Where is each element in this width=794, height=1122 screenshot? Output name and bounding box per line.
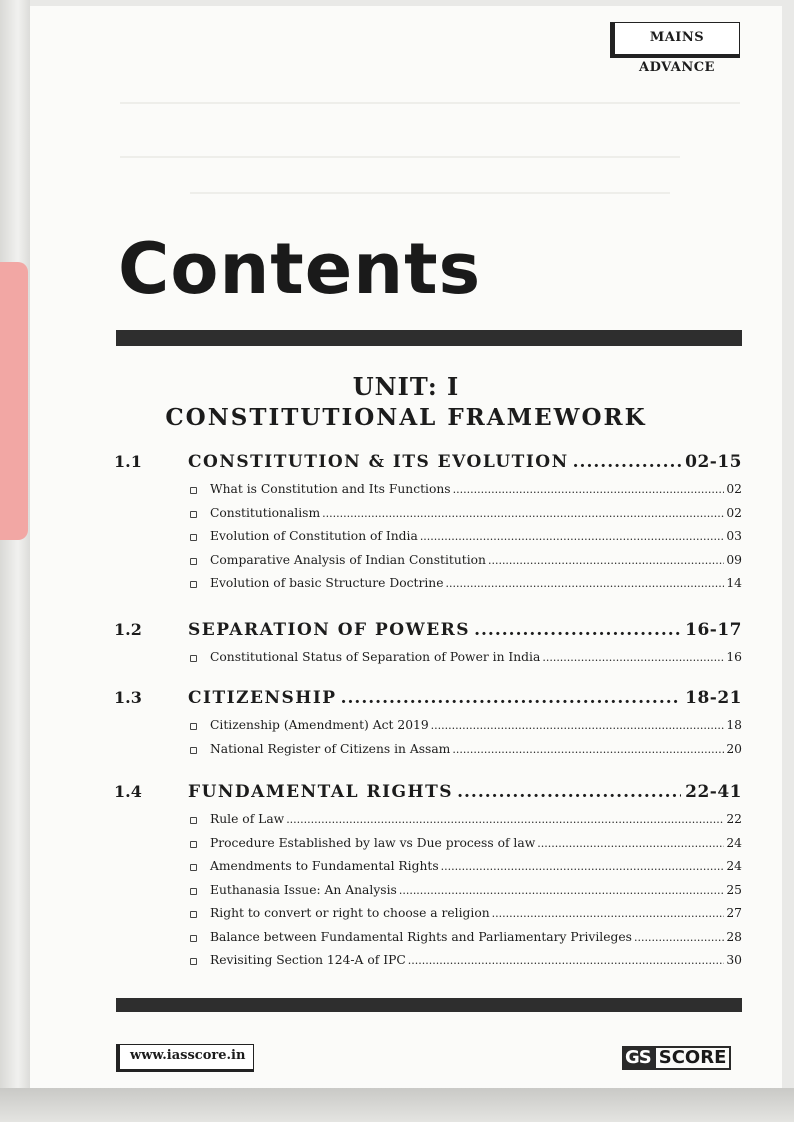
leader-dots bbox=[457, 782, 681, 802]
section-title: CITIZENSHIP bbox=[188, 688, 337, 708]
entry-page: 27 bbox=[726, 906, 742, 920]
toc-section bbox=[114, 620, 742, 674]
bullet-icon bbox=[190, 864, 197, 871]
contents-page bbox=[30, 6, 782, 1088]
bullet-icon bbox=[190, 958, 197, 965]
entry-label: Constitutionalism bbox=[210, 505, 321, 520]
leader-dots bbox=[537, 837, 724, 850]
section-number: 1.3 bbox=[114, 688, 142, 707]
entry-label: Rule of Law bbox=[210, 812, 285, 826]
entry-page: 16 bbox=[726, 650, 742, 664]
entry-page: 25 bbox=[726, 882, 742, 897]
bleed-through-line bbox=[120, 102, 740, 104]
unit-title: CONSTITUTIONAL FRAMEWORK bbox=[165, 404, 647, 431]
toc-entry[interactable] bbox=[114, 650, 742, 674]
entry-page: 24 bbox=[726, 859, 742, 873]
leader-dots bbox=[341, 688, 682, 708]
section-heading[interactable] bbox=[114, 688, 742, 718]
toc-entry[interactable] bbox=[114, 506, 742, 530]
section-item-list bbox=[114, 650, 742, 674]
toc-entry[interactable] bbox=[114, 953, 742, 977]
toc-entry[interactable] bbox=[114, 742, 742, 766]
entry-label: Procedure Established by law vs Due process of law bbox=[210, 835, 536, 850]
bullet-icon bbox=[190, 558, 197, 565]
entry-label: Amendments to Fundamental Rights bbox=[210, 859, 439, 873]
page-tab-marker bbox=[0, 262, 28, 540]
entry-label: Evolution of Constitution of India bbox=[210, 529, 418, 543]
section-title: FUNDAMENTAL RIGHTS bbox=[188, 782, 454, 802]
unit-number: UNIT: I bbox=[352, 372, 460, 401]
section-heading[interactable] bbox=[114, 782, 742, 812]
toc-entry[interactable] bbox=[114, 836, 742, 860]
entry-page: 24 bbox=[726, 835, 742, 850]
bleed-through-line bbox=[120, 156, 680, 158]
toc-section bbox=[114, 452, 742, 600]
top-divider-bar bbox=[116, 330, 742, 346]
bullet-icon bbox=[190, 841, 197, 848]
entry-page: 02 bbox=[726, 482, 742, 496]
entry-label: Constitutional Status of Separation of Power in India bbox=[210, 650, 541, 664]
website-link[interactable]: www.iasscore.in bbox=[116, 1044, 254, 1072]
entry-label: Euthanasia Issue: An Analysis bbox=[210, 882, 397, 897]
toc-section bbox=[114, 688, 742, 765]
section-title: SEPARATION OF POWERS bbox=[188, 620, 471, 640]
entry-page: 22 bbox=[726, 812, 742, 826]
bottom-divider-bar bbox=[116, 998, 742, 1012]
toc-entry[interactable] bbox=[114, 906, 742, 930]
gs-score-logo bbox=[622, 1046, 731, 1070]
section-item-list bbox=[114, 812, 742, 977]
bullet-icon bbox=[190, 935, 197, 942]
toc-entry[interactable] bbox=[114, 930, 742, 954]
entry-page: 28 bbox=[726, 929, 742, 944]
section-page-range: 22-41 bbox=[685, 782, 742, 802]
logo-gs-mark: GS bbox=[622, 1046, 654, 1070]
entry-page: 18 bbox=[726, 718, 742, 732]
entry-label: Comparative Analysis of Indian Constitution bbox=[210, 552, 486, 567]
toc-entry[interactable] bbox=[114, 812, 742, 836]
bullet-icon bbox=[190, 888, 197, 895]
leader-dots bbox=[445, 577, 724, 590]
entry-page: 30 bbox=[726, 953, 742, 967]
bullet-icon bbox=[190, 511, 197, 518]
toc-entry[interactable] bbox=[114, 576, 742, 600]
mains-advance-badge: MAINS ADVANCE bbox=[610, 22, 740, 58]
toc-entry[interactable] bbox=[114, 529, 742, 553]
bullet-icon bbox=[190, 487, 197, 494]
entry-page: 03 bbox=[726, 529, 742, 543]
section-item-list bbox=[114, 482, 742, 600]
entry-page: 14 bbox=[726, 576, 742, 590]
section-number: 1.1 bbox=[114, 452, 142, 471]
leader-dots bbox=[286, 813, 724, 826]
section-item-list bbox=[114, 718, 742, 765]
bullet-icon bbox=[190, 723, 197, 730]
entry-label: What is Constitution and Its Functions bbox=[210, 482, 451, 496]
toc-section bbox=[114, 782, 742, 977]
page-bottom-edge bbox=[0, 1088, 794, 1122]
bullet-icon bbox=[190, 911, 197, 918]
entry-label: Citizenship (Amendment) Act 2019 bbox=[210, 718, 429, 732]
leader-dots bbox=[453, 483, 725, 496]
section-number: 1.2 bbox=[114, 620, 142, 639]
toc-entry[interactable] bbox=[114, 718, 742, 742]
leader-dots bbox=[441, 860, 725, 873]
section-title: CONSTITUTION & ITS EVOLUTION bbox=[188, 452, 569, 472]
entry-label: National Register of Citizens in Assam bbox=[210, 741, 451, 756]
section-heading[interactable] bbox=[114, 452, 742, 482]
toc-entry[interactable] bbox=[114, 482, 742, 506]
entry-label: Right to convert or right to choose a religion bbox=[210, 906, 490, 920]
entry-page: 09 bbox=[726, 552, 742, 567]
entry-label: Evolution of basic Structure Doctrine bbox=[210, 576, 444, 590]
entry-label: Revisiting Section 124-A of IPC bbox=[210, 953, 406, 967]
book-spine bbox=[0, 0, 30, 1122]
leader-dots bbox=[420, 530, 725, 543]
leader-dots bbox=[431, 719, 725, 732]
bullet-icon bbox=[190, 817, 197, 824]
section-page-range: 18-21 bbox=[685, 688, 742, 708]
section-number: 1.4 bbox=[114, 782, 142, 801]
toc-entry[interactable] bbox=[114, 553, 742, 577]
toc-entry[interactable] bbox=[114, 883, 742, 907]
leader-dots bbox=[408, 954, 725, 967]
page-title: Contents bbox=[118, 228, 482, 310]
leader-dots bbox=[488, 554, 724, 567]
logo-score-text: SCORE bbox=[654, 1046, 732, 1070]
section-page-range: 16-17 bbox=[685, 620, 742, 640]
bullet-icon bbox=[190, 747, 197, 754]
bullet-icon bbox=[190, 534, 197, 541]
toc-entry[interactable] bbox=[114, 859, 742, 883]
leader-dots bbox=[542, 651, 724, 664]
section-heading[interactable] bbox=[114, 620, 742, 650]
bleed-through-line bbox=[190, 192, 670, 194]
section-page-range: 02-15 bbox=[685, 452, 742, 472]
leader-dots bbox=[474, 620, 681, 640]
leader-dots bbox=[322, 507, 724, 520]
leader-dots bbox=[399, 884, 725, 897]
entry-page: 02 bbox=[726, 505, 742, 520]
leader-dots bbox=[573, 452, 682, 472]
entry-label: Balance between Fundamental Rights and Parliamentary Privileges bbox=[210, 929, 632, 944]
leader-dots bbox=[452, 743, 724, 756]
leader-dots bbox=[634, 931, 724, 944]
bullet-icon bbox=[190, 655, 197, 662]
entry-page: 20 bbox=[726, 741, 742, 756]
bullet-icon bbox=[190, 581, 197, 588]
leader-dots bbox=[492, 907, 725, 920]
